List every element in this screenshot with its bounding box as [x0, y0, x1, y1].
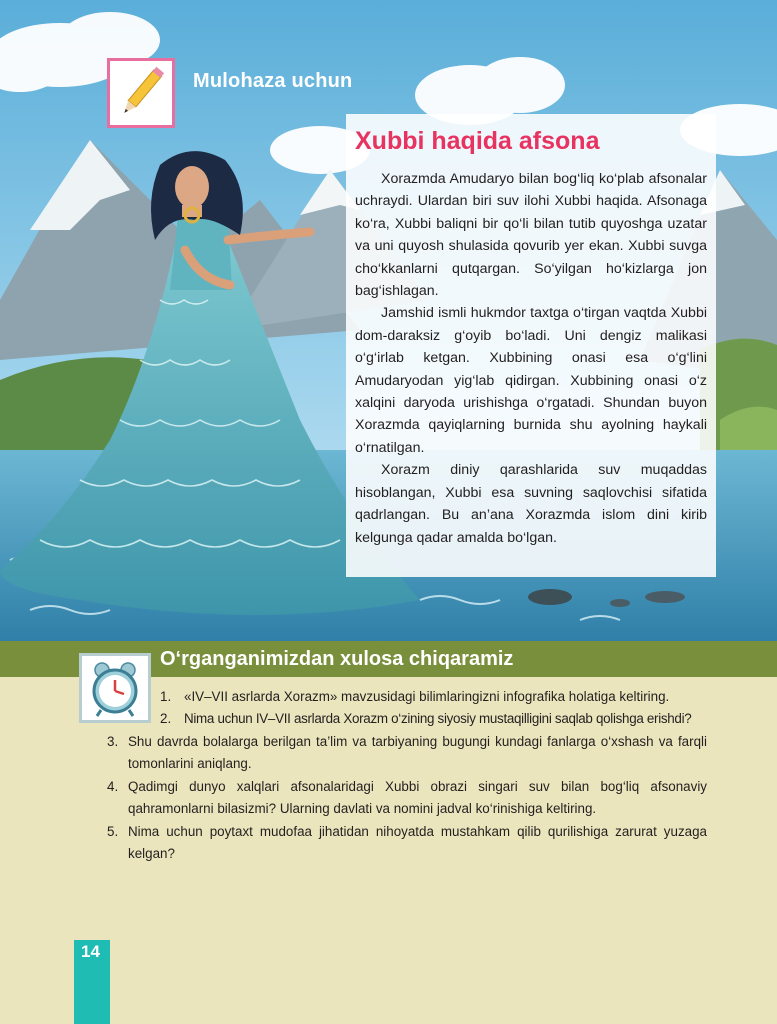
reflection-heading: Mulohaza uchun [193, 70, 353, 92]
page-number: 14 [81, 942, 100, 961]
task-text: «IV–VII asrlarda Xorazm» mavzusidagi bilimlaringizni infografika holatiga keltiring. [184, 689, 670, 704]
story-title: Xubbi haqida afsona [355, 127, 600, 155]
story-paragraph: Xorazm diniy qarashlarida suv muqaddas hisoblangan, Xubbi esa suvning saqlovchisi sifatida qadrlangan. Bu an’ana Xorazmda islom dini kirib kelgunga qadar amalda bo‘lgan. [355, 462, 707, 546]
task-number: 2. [160, 711, 172, 726]
task-number: 3. [107, 734, 119, 749]
task-number: 4. [107, 779, 119, 794]
task-number: 1. [160, 689, 172, 704]
pencil-icon-card [107, 58, 175, 128]
summary-heading: O‘rganganimizdan xulosa chiqaramiz [160, 648, 514, 670]
task-text: Nima uchun poytaxt mudofaa jihatidan nihoyatda mustahkam qilib qurilishiga zarurat yuzaga kelgan? [128, 824, 707, 862]
story-card [346, 114, 716, 577]
story-paragraph: Xorazmda Amudaryo bilan bog‘liq ko‘plab afsonalar uchraydi. Ulardan biri suv ilohi Xubbi haqida. Afsonaga ko‘ra, Xubbi baliqni bir qo‘li bilan tutib quyoshga uzatar va uni quyosh shulasida qovurib yer ekan. Xubbi suvga cho‘kkanlarni qutqargan. So‘yilgan ho‘kizlarga jon bag‘ishlagan. [355, 171, 707, 300]
story-body [355, 168, 707, 549]
alarm-clock-icon [82, 656, 148, 720]
pencil-icon [110, 61, 172, 125]
task-number: 5. [107, 824, 119, 839]
task-text: Shu davrda bolalarga berilgan ta’lim va tarbiyaning bugungi kundagi fanlarga o‘xshash va farqli tomonlarini aniqlang. [128, 734, 707, 772]
task-text: Qadimgi dunyo xalqlari afsonalaridagi Xubbi obrazi singari suv bilan bog‘liq afsonaviy qahramonlarni bilasizmi? Ularning davlati va nomini jadval ko‘rinishiga keltiring. [128, 779, 707, 817]
alarm-clock-card [79, 653, 151, 723]
task-text: Nima uchun IV–VII asrlarda Xorazm o‘zining siyosiy mustaqilligini saqlab qolishga erishdi? [184, 711, 692, 726]
story-paragraph: Jamshid ismli hukmdor taxtga o‘tirgan vaqtda Xubbi dom-daraksiz g‘oyib bo‘ladi. Uni dengiz malikasi o‘g‘irlab ketgan. Xubbining onasi esa o‘g‘lini Amudaryodan yig‘lab qidirgan. Xubbining onasi o‘z xalqini daryoda urishishga o‘rgatadi. Shundan buyon Xorazmda qayiqlarning burnida shu ayolning haykali o‘rnatilgan. [355, 305, 707, 456]
